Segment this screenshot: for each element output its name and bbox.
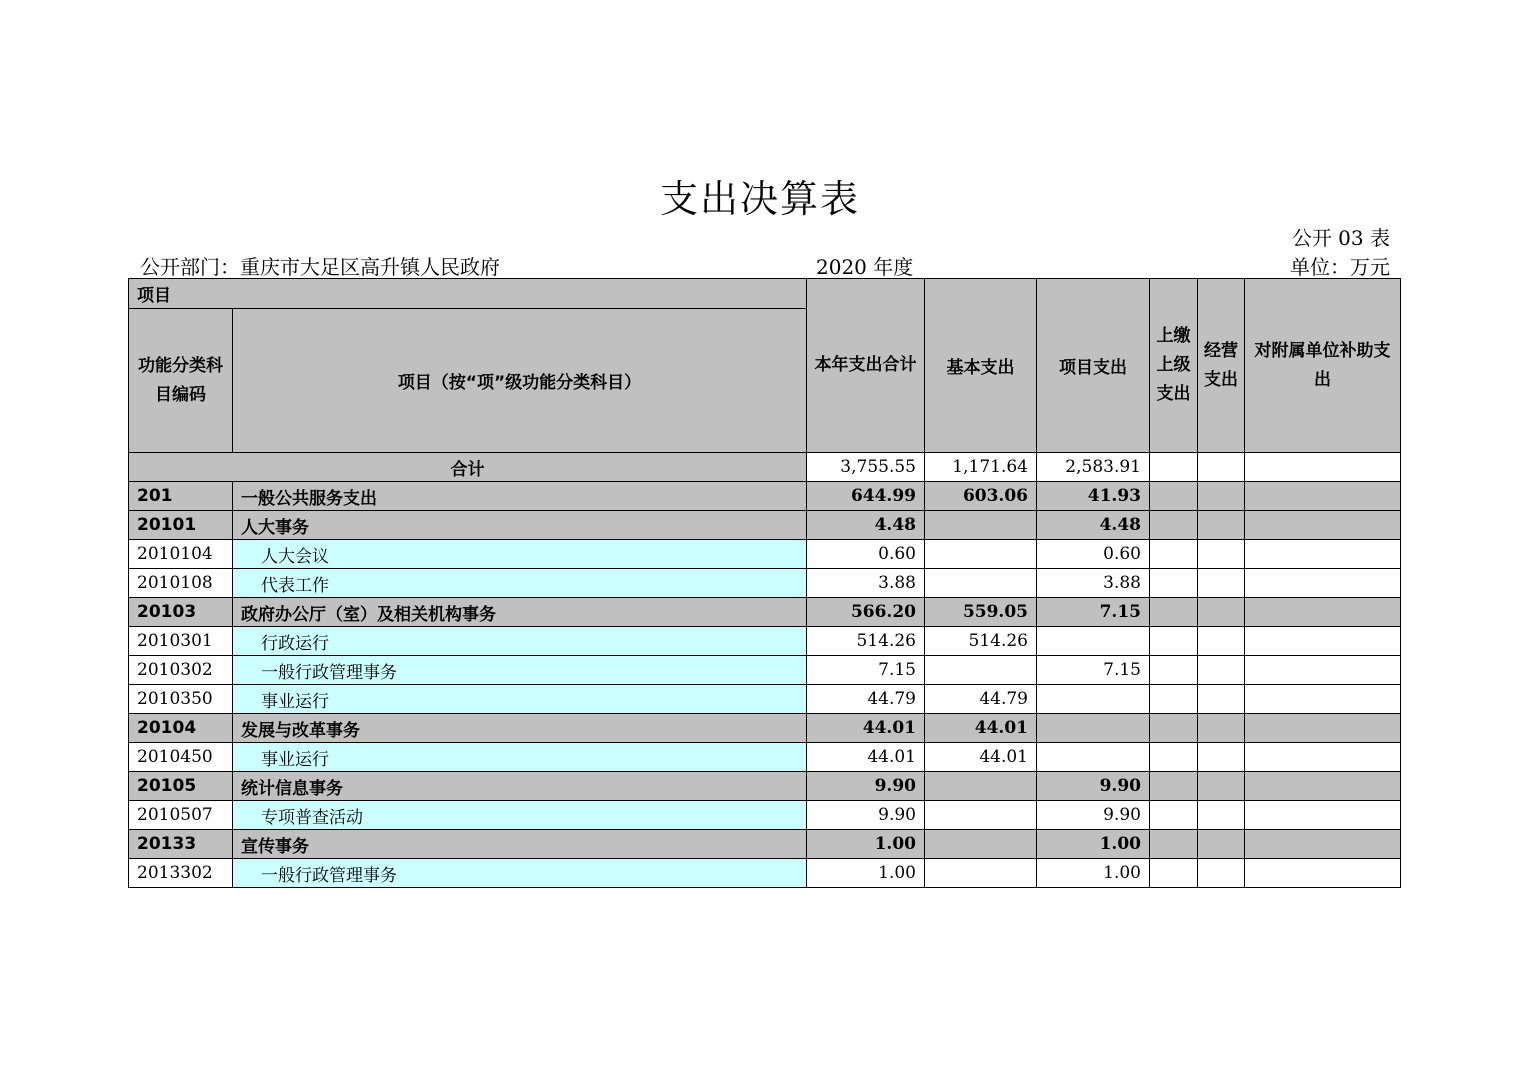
header-subsidy: 对附属单位补助支出: [1245, 279, 1401, 453]
row-operating: [1198, 627, 1245, 656]
header-project: 项目: [129, 279, 807, 309]
row-subsidy: [1245, 569, 1401, 598]
row-project: 9.90: [1037, 801, 1150, 830]
table-row: [129, 772, 1401, 801]
row-code: 2010104: [129, 540, 233, 569]
table-row: [129, 627, 1401, 656]
row-name: 代表工作: [233, 569, 807, 598]
row-operating: [1198, 801, 1245, 830]
row-basic: [925, 569, 1037, 598]
row-total: 644.99: [807, 482, 925, 511]
row-total: 9.90: [807, 772, 925, 801]
row-basic: [925, 801, 1037, 830]
header-total: 本年支出合计: [807, 279, 925, 453]
row-code: 2010108: [129, 569, 233, 598]
row-total: 44.79: [807, 685, 925, 714]
row-subsidy: [1245, 801, 1401, 830]
row-name: 一般公共服务支出: [233, 482, 807, 511]
row-total: 0.60: [807, 540, 925, 569]
row-name: 人大事务: [233, 511, 807, 540]
row-upper: [1150, 598, 1198, 627]
total-label: 合计: [129, 453, 807, 482]
row-total: 3.88: [807, 569, 925, 598]
total-subsidy: [1245, 453, 1401, 482]
row-code: 20104: [129, 714, 233, 743]
table-row: [129, 685, 1401, 714]
row-project: 9.90: [1037, 772, 1150, 801]
header-upper-payment: 上缴上级支出: [1150, 279, 1198, 453]
form-number: 公开 03 表: [1291, 226, 1390, 250]
row-name: 一般行政管理事务: [233, 656, 807, 685]
row-subsidy: [1245, 830, 1401, 859]
row-basic: [925, 830, 1037, 859]
table-row: [129, 569, 1401, 598]
row-upper: [1150, 743, 1198, 772]
total-amount: 3,755.55: [807, 453, 925, 482]
table-row: [129, 830, 1401, 859]
row-name: 人大会议: [233, 540, 807, 569]
department-label: 公开部门：重庆市大足区高升镇人民政府: [140, 255, 500, 279]
header-name: 项目（按“项”级功能分类科目）: [233, 309, 807, 453]
row-subsidy: [1245, 859, 1401, 888]
header-project-expense: 项目支出: [1037, 279, 1150, 453]
row-name: 统计信息事务: [233, 772, 807, 801]
table-row: [129, 859, 1401, 888]
row-name: 发展与改革事务: [233, 714, 807, 743]
row-upper: [1150, 685, 1198, 714]
header-basic: 基本支出: [925, 279, 1037, 453]
row-project: 1.00: [1037, 830, 1150, 859]
row-name: 专项普查活动: [233, 801, 807, 830]
row-total: 514.26: [807, 627, 925, 656]
year-label: 2020 年度: [816, 255, 914, 279]
row-subsidy: [1245, 714, 1401, 743]
row-operating: [1198, 859, 1245, 888]
total-project: 2,583.91: [1037, 453, 1150, 482]
table-row: [129, 714, 1401, 743]
row-operating: [1198, 598, 1245, 627]
row-project: 7.15: [1037, 598, 1150, 627]
total-row: [129, 453, 1401, 482]
row-operating: [1198, 772, 1245, 801]
row-code: 2010507: [129, 801, 233, 830]
row-code: 2010301: [129, 627, 233, 656]
row-upper: [1150, 511, 1198, 540]
page-title: 支出决算表: [659, 177, 860, 221]
row-project: 4.48: [1037, 511, 1150, 540]
row-subsidy: [1245, 772, 1401, 801]
row-total: 1.00: [807, 830, 925, 859]
row-project: [1037, 714, 1150, 743]
row-basic: 44.79: [925, 685, 1037, 714]
row-basic: 514.26: [925, 627, 1037, 656]
row-basic: 44.01: [925, 743, 1037, 772]
row-project: 41.93: [1037, 482, 1150, 511]
row-upper: [1150, 772, 1198, 801]
row-code: 2013302: [129, 859, 233, 888]
row-subsidy: [1245, 540, 1401, 569]
row-basic: [925, 540, 1037, 569]
row-basic: [925, 656, 1037, 685]
total-basic: 1,171.64: [925, 453, 1037, 482]
row-upper: [1150, 482, 1198, 511]
row-code: 20103: [129, 598, 233, 627]
row-subsidy: [1245, 627, 1401, 656]
row-upper: [1150, 656, 1198, 685]
row-code: 2010450: [129, 743, 233, 772]
row-operating: [1198, 656, 1245, 685]
row-operating: [1198, 685, 1245, 714]
row-operating: [1198, 569, 1245, 598]
row-basic: [925, 511, 1037, 540]
row-code: 20133: [129, 830, 233, 859]
row-operating: [1198, 743, 1245, 772]
row-upper: [1150, 540, 1198, 569]
row-code: 2010350: [129, 685, 233, 714]
row-total: 4.48: [807, 511, 925, 540]
row-operating: [1198, 540, 1245, 569]
table-row: [129, 511, 1401, 540]
row-upper: [1150, 714, 1198, 743]
row-upper: [1150, 627, 1198, 656]
row-subsidy: [1245, 656, 1401, 685]
row-upper: [1150, 801, 1198, 830]
table-row: [129, 540, 1401, 569]
row-project: [1037, 627, 1150, 656]
row-operating: [1198, 714, 1245, 743]
table-row: [129, 801, 1401, 830]
row-subsidy: [1245, 511, 1401, 540]
row-project: 1.00: [1037, 859, 1150, 888]
row-code: 201: [129, 482, 233, 511]
row-upper: [1150, 830, 1198, 859]
row-subsidy: [1245, 482, 1401, 511]
row-total: 7.15: [807, 656, 925, 685]
row-project: 7.15: [1037, 656, 1150, 685]
row-basic: 603.06: [925, 482, 1037, 511]
table-row: [129, 598, 1401, 627]
unit-label: 单位：万元: [1290, 255, 1390, 279]
row-basic: [925, 859, 1037, 888]
row-name: 事业运行: [233, 685, 807, 714]
row-project: 0.60: [1037, 540, 1150, 569]
row-name: 政府办公厅（室）及相关机构事务: [233, 598, 807, 627]
row-operating: [1198, 482, 1245, 511]
row-total: 9.90: [807, 801, 925, 830]
row-operating: [1198, 511, 1245, 540]
total-operating: [1198, 453, 1245, 482]
row-total: 1.00: [807, 859, 925, 888]
row-basic: 44.01: [925, 714, 1037, 743]
total-upper: [1150, 453, 1198, 482]
row-name: 事业运行: [233, 743, 807, 772]
row-upper: [1150, 859, 1198, 888]
row-project: 3.88: [1037, 569, 1150, 598]
row-project: [1037, 685, 1150, 714]
row-code: 20105: [129, 772, 233, 801]
table-row: [129, 743, 1401, 772]
row-name: 宣传事务: [233, 830, 807, 859]
expenditure-table: [128, 278, 1401, 888]
header-operating: 经营支出: [1198, 279, 1245, 453]
row-name: 行政运行: [233, 627, 807, 656]
row-code: 2010302: [129, 656, 233, 685]
row-code: 20101: [129, 511, 233, 540]
row-total: 566.20: [807, 598, 925, 627]
row-total: 44.01: [807, 743, 925, 772]
table-row: [129, 656, 1401, 685]
row-name: 一般行政管理事务: [233, 859, 807, 888]
row-project: [1037, 743, 1150, 772]
row-operating: [1198, 830, 1245, 859]
header-code: 功能分类科目编码: [129, 309, 233, 453]
row-total: 44.01: [807, 714, 925, 743]
row-basic: [925, 772, 1037, 801]
row-upper: [1150, 569, 1198, 598]
row-subsidy: [1245, 743, 1401, 772]
row-basic: 559.05: [925, 598, 1037, 627]
row-subsidy: [1245, 598, 1401, 627]
table-row: [129, 482, 1401, 511]
row-subsidy: [1245, 685, 1401, 714]
